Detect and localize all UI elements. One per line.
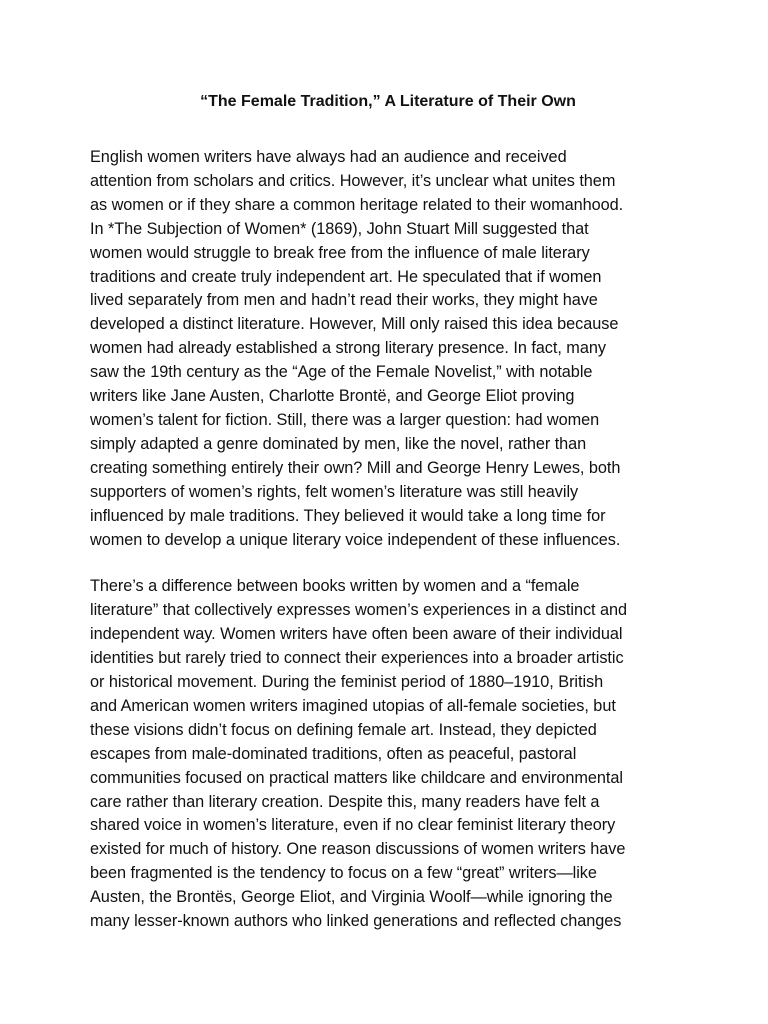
paragraph-2: There’s a difference between books written by women and a “female literature” that collectively expresses women’s experiences in a distinct and independent way. Women writers have often been aware of their individual identities but rarely tried to connect their experiences into a broader artistic or historical movement. During the feminist period of 1880–1910, British and American women writers imagined utopias of all-female societies, but these visions didn’t focus on defining female art. Instead, they depicted escapes from male-dominated traditions, often as peaceful, pastoral communities focused on practical matters like childcare and environmental care rather than literary creation. Despite this, many readers have felt a shared voice in women’s literature, even if no clear feminist literary theory existed for much of history. One reason discussions of women writers have been fragmented is the tendency to focus on a few “great” writers—like Austen, the Brontës, George Eliot, and Virginia Woolf—while ignoring the many lesser-known authors who linked generations and reflected changes [90,577,628,931]
paragraph-1: English women writers have always had an audience and received attention from scholars and critics. However, it’s unclear what unites them as women or if they share a common heritage related to their womanhood. In *The Subjection of Women* (1869), John Stuart Mill suggested that women would struggle to break free from the influence of male literary traditions and create truly independent art. He speculated that if women lived separately from men and hadn’t read their works, they might have developed a distinct literature. However, Mill only raised this idea because women had already established a strong literary presence. In fact, many saw the 19th century as the “Age of the Female Novelist,” with notable writers like Jane Austen, Charlotte Brontë, and George Eliot proving women’s talent for fiction. Still, there was a larger question: had women simply adapted a genre dominated by men, like the novel, rather than creating something entirely their own? Mill and George Henry Lewes, both supporters of women’s rights, felt women’s literature was still heavily influenced by male traditions. They believed it would take a long time for women to develop a unique literary voice independent of these influences. [90,148,624,549]
document-title: “The Female Tradition,” A Literature of Their Own [200,93,576,110]
